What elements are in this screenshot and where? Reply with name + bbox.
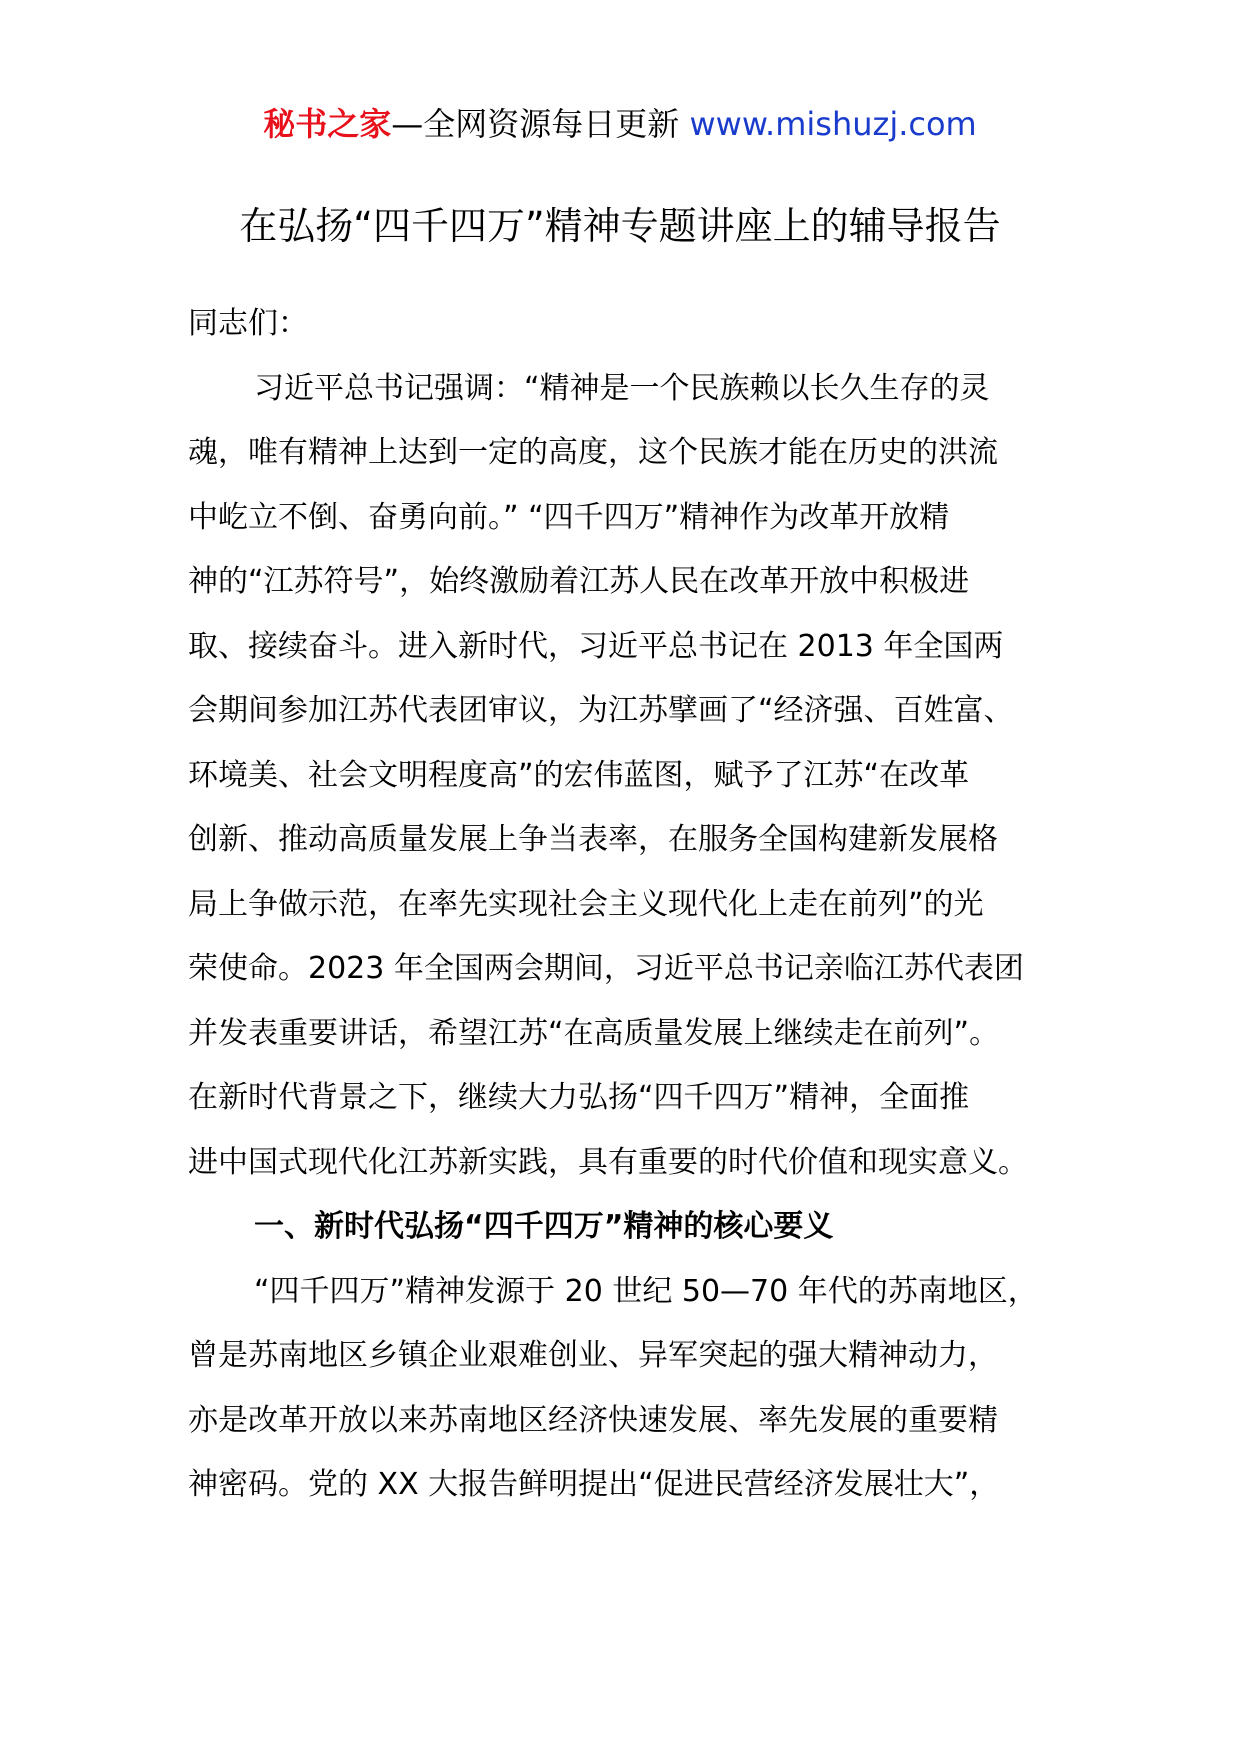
paragraph-line: “四千四万”精神发源于 20 世纪 50—70 年代的苏南地区， bbox=[254, 1273, 1038, 1309]
document-title: 在弘扬“四千四万”精神专题讲座上的辅导报告 bbox=[239, 204, 1001, 248]
paragraph-line: 中屹立不倒、奋勇向前。” “四千四万”精神作为改革开放精 bbox=[188, 499, 950, 535]
site-header bbox=[0, 100, 1240, 148]
paragraph-line: 神的“江苏符号”，始终激励着江苏人民在改革开放中积极进 bbox=[188, 564, 970, 599]
salutation: 同志们： bbox=[188, 306, 308, 341]
site-url-link[interactable]: www.mishuzj.com bbox=[689, 105, 977, 143]
site-brand: 秘书之家 bbox=[263, 105, 392, 143]
paragraph-line: 习近平总书记强调：“精神是一个民族赖以长久生存的灵 bbox=[254, 370, 990, 406]
paragraph-line: 在新时代背景之下，继续大力弘扬“四千四万”精神，全面推 bbox=[188, 1080, 970, 1115]
paragraph-line: 曾是苏南地区乡镇企业艰难创业、异军突起的强大精神动力， bbox=[188, 1338, 998, 1373]
paragraph-line: 环境美、社会文明程度高”的宏伟蓝图，赋予了江苏“在改革 bbox=[188, 757, 970, 793]
paragraph-line: 会期间参加江苏代表团审议，为江苏擘画了“经济强、百姓富、 bbox=[188, 693, 1014, 728]
site-slogan: —全网资源每日更新 bbox=[391, 105, 690, 143]
document-body bbox=[188, 292, 1068, 1518]
paragraph-line: 亦是改革开放以来苏南地区经济快速发展、率先发展的重要精 bbox=[188, 1402, 998, 1438]
paragraph-line: 并发表重要讲话，希望江苏“在高质量发展上继续走在前列”。 bbox=[188, 1015, 1000, 1051]
paragraph-line: 魂，唯有精神上达到一定的高度，这个民族才能在历史的洪流 bbox=[188, 435, 998, 470]
section-heading: 一、新时代弘扬“四千四万”精神的核心要义 bbox=[254, 1209, 834, 1244]
paragraph-line: 神密码。党的 XX 大报告鲜明提出“促进民营经济发展壮大”， bbox=[188, 1467, 1000, 1502]
paragraph-line: 取、接续奋斗。进入新时代，习近平总书记在 2013 年全国两 bbox=[188, 628, 1004, 664]
paragraph-line: 荣使命。2023 年全国两会期间，习近平总书记亲临江苏代表团 bbox=[188, 951, 1024, 986]
paragraph-line: 局上争做示范，在率先实现社会主义现代化上走在前列”的光 bbox=[188, 886, 984, 922]
paragraph-line: 进中国式现代化江苏新实践，具有重要的时代价值和现实意义。 bbox=[188, 1144, 1028, 1180]
paragraph-line: 创新、推动高质量发展上争当表率，在服务全国构建新发展格 bbox=[188, 822, 998, 857]
